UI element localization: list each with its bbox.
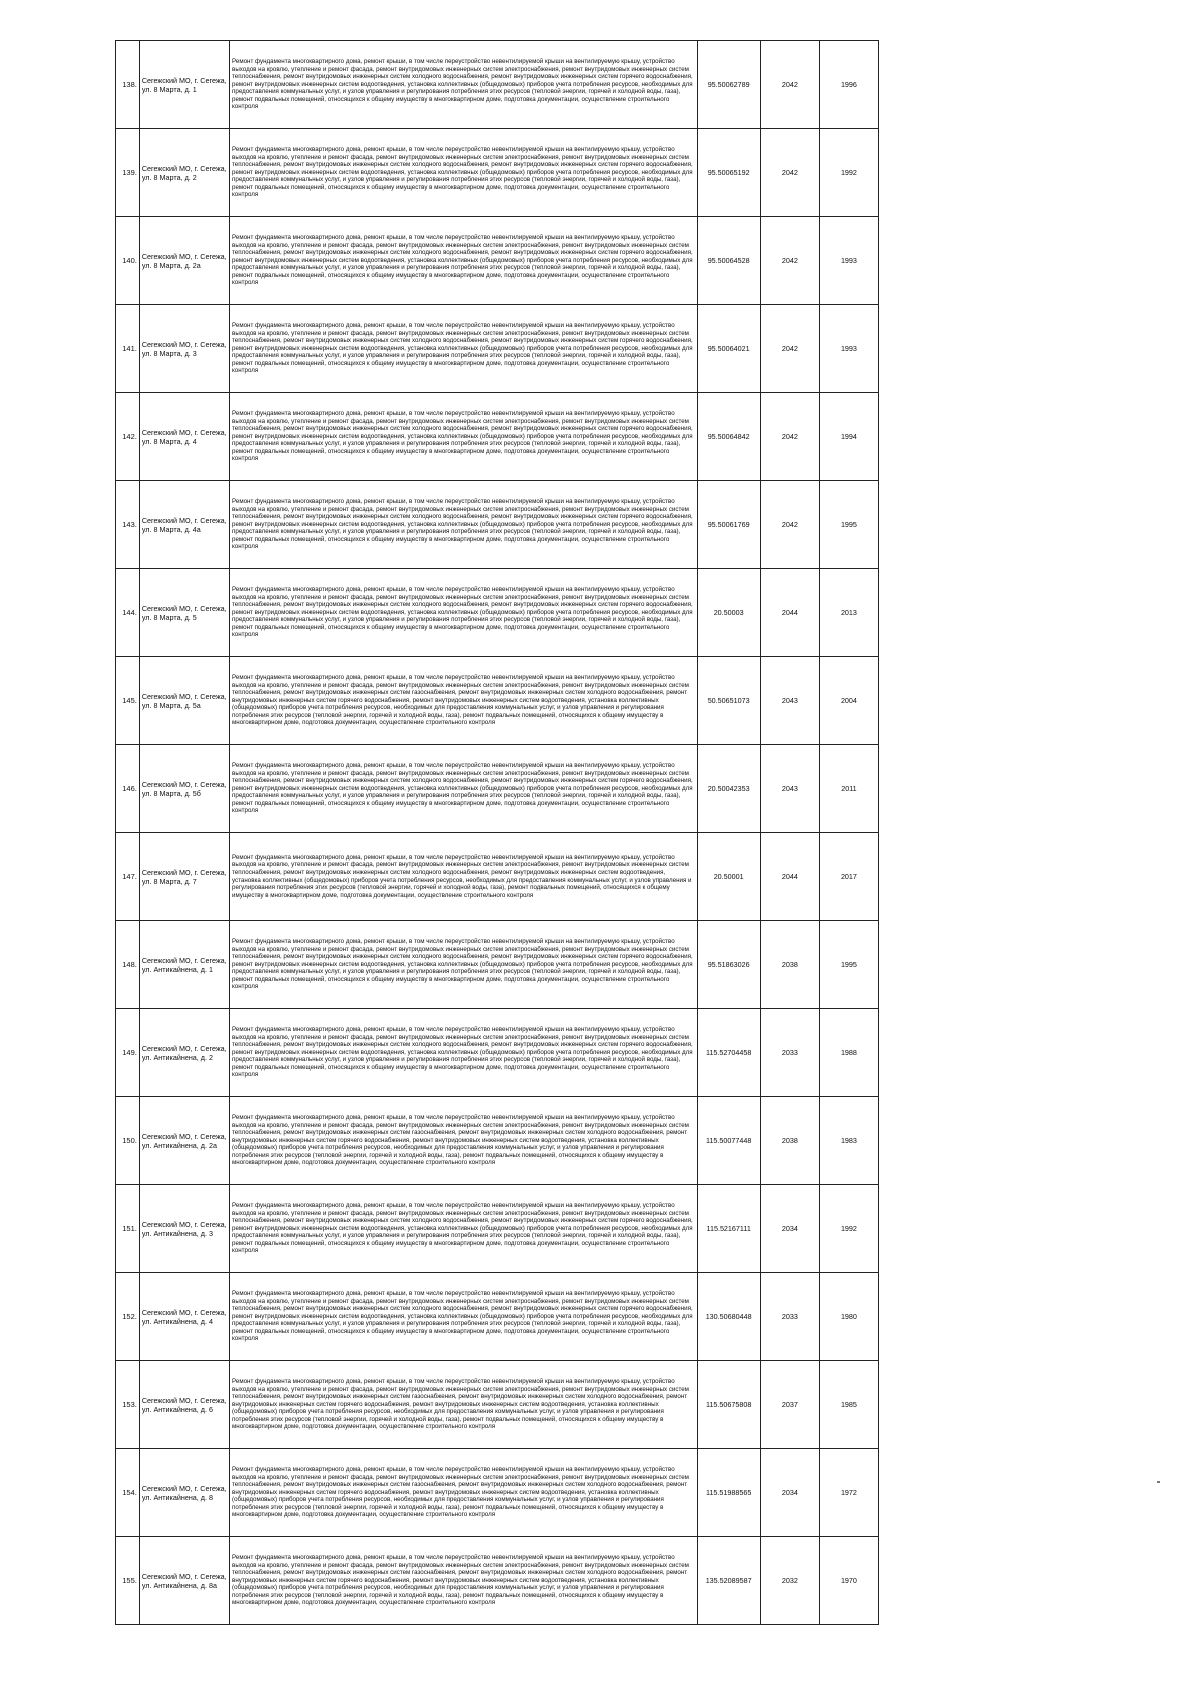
row-address: Сегежский МО, г. Сегежа, ул. Антикайнена, д. 8а — [139, 1537, 229, 1625]
table-row — [116, 393, 879, 481]
table-row — [116, 217, 879, 305]
row-address: Сегежский МО, г. Сегежа, ул. 8 Марта, д. 3 — [139, 305, 229, 393]
row-repair-year: 2032 — [760, 1537, 819, 1625]
row-built-year: 1970 — [819, 1537, 878, 1625]
row-works: Ремонт фундамента многоквартирного дома, ремонт крыши, в том числе переустройство невентилируемой крыши на вентилируемую крышу, устройство выходов на кровлю, утепление и ремонт фасада, ремонт внутридомовых инженерных систем электроснабжения, ремонт внутридомовых инженерных систем теплоснабжения, ремонт внутридомовых инженерных систем холодного водоснабжения, ремонт внутридомовых инженерных систем горячего водоснабжения, ремонт внутридомовых инженерных систем водоотведения, установка коллективных (общедомовых) приборов учета потребления ресурсов, необходимых для предоставления коммунальных услуг, и узлов управления и регулирования потребления этих ресурсов (тепловой энергии, горячей и холодной воды, газа), ремонт подвальных помещений, относящихся к общему имуществу в многоквартирном доме, подготовка документации, осуществление строительного контроля — [230, 305, 698, 393]
row-value: 95.51863026 — [697, 921, 760, 1009]
row-built-year: 1992 — [819, 1185, 878, 1273]
row-number: 141. — [116, 305, 140, 393]
row-value: 95.50064842 — [697, 393, 760, 481]
row-address: Сегежский МО, г. Сегежа, ул. 8 Марта, д. 7 — [139, 833, 229, 921]
row-repair-year: 2033 — [760, 1009, 819, 1097]
row-value: 50.50651073 — [697, 657, 760, 745]
row-works: Ремонт фундамента многоквартирного дома, ремонт крыши, в том числе переустройство невентилируемой крыши на вентилируемую крышу, устройство выходов на кровлю, утепление и ремонт фасада, ремонт внутридомовых инженерных систем электроснабжения, ремонт внутридомовых инженерных систем теплоснабжения, ремонт внутридомовых инженерных систем холодного водоснабжения, ремонт внутридомовых инженерных систем горячего водоснабжения, ремонт внутридомовых инженерных систем водоотведения, установка коллективных (общедомовых) приборов учета потребления ресурсов, необходимых для предоставления коммунальных услуг, и узлов управления и регулирования потребления этих ресурсов (тепловой энергии, горячей и холодной воды, газа), ремонт подвальных помещений, относящихся к общему имуществу в многоквартирном доме, подготовка документации, осуществление строительного контроля — [230, 1009, 698, 1097]
row-value: 115.50675808 — [697, 1361, 760, 1449]
table-row — [116, 1097, 879, 1185]
row-number: 152. — [116, 1273, 140, 1361]
row-built-year: 1992 — [819, 129, 878, 217]
row-value: 95.50064528 — [697, 217, 760, 305]
row-repair-year: 2042 — [760, 393, 819, 481]
row-address: Сегежский МО, г. Сегежа, ул. Антикайнена, д. 4 — [139, 1273, 229, 1361]
row-value: 115.52167111 — [697, 1185, 760, 1273]
row-value: 130.50680448 — [697, 1273, 760, 1361]
row-value: 20.50001 — [697, 833, 760, 921]
row-number: 154. — [116, 1449, 140, 1537]
row-repair-year: 2034 — [760, 1449, 819, 1537]
row-number: 150. — [116, 1097, 140, 1185]
row-address: Сегежский МО, г. Сегежа, ул. 8 Марта, д. 2а — [139, 217, 229, 305]
row-number: 146. — [116, 745, 140, 833]
row-works: Ремонт фундамента многоквартирного дома, ремонт крыши, в том числе переустройство невентилируемой крыши на вентилируемую крышу, устройство выходов на кровлю, утепление и ремонт фасада, ремонт внутридомовых инженерных систем электроснабжения, ремонт внутридомовых инженерных систем теплоснабжения, ремонт внутридомовых инженерных систем холодного водоснабжения, ремонт внутридомовых инженерных систем горячего водоснабжения, ремонт внутридомовых инженерных систем водоотведения, установка коллективных (общедомовых) приборов учета потребления ресурсов, необходимых для предоставления коммунальных услуг, и узлов управления и регулирования потребления этих ресурсов (тепловой энергии, горячей и холодной воды, газа), ремонт подвальных помещений, относящихся к общему имуществу в многоквартирном доме, подготовка документации, осуществление строительного контроля — [230, 569, 698, 657]
row-value: 20.50042353 — [697, 745, 760, 833]
row-address: Сегежский МО, г. Сегежа, ул. 8 Марта, д. 5а — [139, 657, 229, 745]
row-repair-year: 2044 — [760, 833, 819, 921]
table-row — [116, 1361, 879, 1449]
row-value: 115.50077448 — [697, 1097, 760, 1185]
row-works: Ремонт фундамента многоквартирного дома, ремонт крыши, в том числе переустройство невентилируемой крыши на вентилируемую крышу, устройство выходов на кровлю, утепление и ремонт фасада, ремонт внутридомовых инженерных систем электроснабжения, ремонт внутридомовых инженерных систем теплоснабжения, ремонт внутридомовых инженерных систем холодного водоснабжения, ремонт внутридомовых инженерных систем горячего водоснабжения, ремонт внутридомовых инженерных систем водоотведения, установка коллективных (общедомовых) приборов учета потребления ресурсов, необходимых для предоставления коммунальных услуг, и узлов управления и регулирования потребления этих ресурсов (тепловой энергии, горячей и холодной воды, газа), ремонт подвальных помещений, относящихся к общему имуществу в многоквартирном доме, подготовка документации, осуществление строительного контроля — [230, 481, 698, 569]
row-works: Ремонт фундамента многоквартирного дома, ремонт крыши, в том числе переустройство невентилируемой крыши на вентилируемую крышу, устройство выходов на кровлю, утепление и ремонт фасада, ремонт внутридомовых инженерных систем электроснабжения, ремонт внутридомовых инженерных систем теплоснабжения, ремонт внутридомовых инженерных систем холодного водоснабжения, ремонт внутридомовых инженерных систем горячего водоснабжения, ремонт внутридомовых инженерных систем водоотведения, установка коллективных (общедомовых) приборов учета потребления ресурсов, необходимых для предоставления коммунальных услуг, и узлов управления и регулирования потребления этих ресурсов (тепловой энергии, горячей и холодной воды, газа), ремонт подвальных помещений, относящихся к общему имуществу в многоквартирном доме, подготовка документации, осуществление строительного контроля — [230, 41, 698, 129]
table-body — [116, 41, 879, 1625]
row-built-year: 1996 — [819, 41, 878, 129]
row-built-year: 1988 — [819, 1009, 878, 1097]
row-address: Сегежский МО, г. Сегежа, ул. Антикайнена, д. 1 — [139, 921, 229, 1009]
row-address: Сегежский МО, г. Сегежа, ул. 8 Марта, д. 2 — [139, 129, 229, 217]
row-address: Сегежский МО, г. Сегежа, ул. Антикайнена, д. 2а — [139, 1097, 229, 1185]
row-works: Ремонт фундамента многоквартирного дома, ремонт крыши, в том числе переустройство невентилируемой крыши на вентилируемую крышу, устройство выходов на кровлю, утепление и ремонт фасада, ремонт внутридомовых инженерных систем электроснабжения, ремонт внутридомовых инженерных систем теплоснабжения, ремонт внутридомовых инженерных систем холодного водоснабжения, ремонт внутридомовых инженерных систем горячего водоснабжения, ремонт внутридомовых инженерных систем водоотведения, установка коллективных (общедомовых) приборов учета потребления ресурсов, необходимых для предоставления коммунальных услуг, и узлов управления и регулирования потребления этих ресурсов (тепловой энергии, горячей и холодной воды, газа), ремонт подвальных помещений, относящихся к общему имуществу в многоквартирном доме, подготовка документации, осуществление строительного контроля — [230, 1273, 698, 1361]
table-row — [116, 41, 879, 129]
scan-speck — [1157, 1481, 1160, 1483]
row-built-year: 1994 — [819, 393, 878, 481]
row-repair-year: 2037 — [760, 1361, 819, 1449]
row-value: 95.50065192 — [697, 129, 760, 217]
table-row — [116, 1273, 879, 1361]
row-address: Сегежский МО, г. Сегежа, ул. 8 Марта, д. 5б — [139, 745, 229, 833]
row-number: 138. — [116, 41, 140, 129]
capital-repair-table — [115, 40, 879, 1625]
table-row — [116, 1449, 879, 1537]
row-number: 142. — [116, 393, 140, 481]
row-repair-year: 2042 — [760, 41, 819, 129]
row-built-year: 2017 — [819, 833, 878, 921]
row-built-year: 1983 — [819, 1097, 878, 1185]
row-built-year: 1993 — [819, 305, 878, 393]
row-works: Ремонт фундамента многоквартирного дома, ремонт крыши, в том числе переустройство невентилируемой крыши на вентилируемую крышу, устройство выходов на кровлю, утепление и ремонт фасада, ремонт внутридомовых инженерных систем электроснабжения, ремонт внутридомовых инженерных систем теплоснабжения, ремонт внутридомовых инженерных систем газоснабжения, ремонт внутридомовых инженерных систем холодного водоснабжения, ремонт внутридомовых инженерных систем горячего водоснабжения, ремонт внутридомовых инженерных систем водоотведения, установка коллективных (общедомовых) приборов учета потребления ресурсов, необходимых для предоставления коммунальных услуг, и узлов управления и регулирования потребления этих ресурсов (тепловой энергии, горячей и холодной воды, газа), ремонт подвальных помещений, относящихся к общему имуществу в многоквартирном доме, подготовка документации, осуществление строительного контроля — [230, 1361, 698, 1449]
row-address: Сегежский МО, г. Сегежа, ул. Антикайнена, д. 6 — [139, 1361, 229, 1449]
row-address: Сегежский МО, г. Сегежа, ул. 8 Марта, д. 4а — [139, 481, 229, 569]
row-repair-year: 2042 — [760, 481, 819, 569]
row-works: Ремонт фундамента многоквартирного дома, ремонт крыши, в том числе переустройство невентилируемой крыши на вентилируемую крышу, устройство выходов на кровлю, утепление и ремонт фасада, ремонт внутридомовых инженерных систем электроснабжения, ремонт внутридомовых инженерных систем теплоснабжения, ремонт внутридомовых инженерных систем холодного водоснабжения, ремонт внутридомовых инженерных систем горячего водоснабжения, ремонт внутридомовых инженерных систем водоотведения, установка коллективных (общедомовых) приборов учета потребления ресурсов, необходимых для предоставления коммунальных услуг, и узлов управления и регулирования потребления этих ресурсов (тепловой энергии, горячей и холодной воды, газа), ремонт подвальных помещений, относящихся к общему имуществу в многоквартирном доме, подготовка документации, осуществление строительного контроля — [230, 129, 698, 217]
row-built-year: 1995 — [819, 481, 878, 569]
row-value: 95.50064021 — [697, 305, 760, 393]
row-works: Ремонт фундамента многоквартирного дома, ремонт крыши, в том числе переустройство невентилируемой крыши на вентилируемую крышу, устройство выходов на кровлю, утепление и ремонт фасада, ремонт внутридомовых инженерных систем электроснабжения, ремонт внутридомовых инженерных систем теплоснабжения, ремонт внутридомовых инженерных систем холодного водоснабжения, ремонт внутридомовых инженерных систем водоотведения, установка коллективных (общедомовых) приборов учета потребления ресурсов, необходимых для предоставления коммунальных услуг, и узлов управления и регулирования потребления этих ресурсов (тепловой энергии, горячей и холодной воды, газа), ремонт подвальных помещений, относящихся к общему имуществу в многоквартирном доме, подготовка документации, осуществление строительного контроля — [230, 833, 698, 921]
row-number: 139. — [116, 129, 140, 217]
row-number: 151. — [116, 1185, 140, 1273]
table-row — [116, 1537, 879, 1625]
row-works: Ремонт фундамента многоквартирного дома, ремонт крыши, в том числе переустройство невентилируемой крыши на вентилируемую крышу, устройство выходов на кровлю, утепление и ремонт фасада, ремонт внутридомовых инженерных систем электроснабжения, ремонт внутридомовых инженерных систем теплоснабжения, ремонт внутридомовых инженерных систем газоснабжения, ремонт внутридомовых инженерных систем холодного водоснабжения, ремонт внутридомовых инженерных систем горячего водоснабжения, ремонт внутридомовых инженерных систем водоотведения, установка коллективных (общедомовых) приборов учета потребления ресурсов, необходимых для предоставления коммунальных услуг, и узлов управления и регулирования потребления этих ресурсов (тепловой энергии, горячей и холодной воды, газа), ремонт подвальных помещений, относящихся к общему имуществу в многоквартирном доме, подготовка документации, осуществление строительного контроля — [230, 1449, 698, 1537]
row-address: Сегежский МО, г. Сегежа, ул. 8 Марта, д. 4 — [139, 393, 229, 481]
row-works: Ремонт фундамента многоквартирного дома, ремонт крыши, в том числе переустройство невентилируемой крыши на вентилируемую крышу, устройство выходов на кровлю, утепление и ремонт фасада, ремонт внутридомовых инженерных систем электроснабжения, ремонт внутридомовых инженерных систем теплоснабжения, ремонт внутридомовых инженерных систем холодного водоснабжения, ремонт внутридомовых инженерных систем горячего водоснабжения, ремонт внутридомовых инженерных систем водоотведения, установка коллективных (общедомовых) приборов учета потребления ресурсов, необходимых для предоставления коммунальных услуг, и узлов управления и регулирования потребления этих ресурсов (тепловой энергии, горячей и холодной воды, газа), ремонт подвальных помещений, относящихся к общему имуществу в многоквартирном доме, подготовка документации, осуществление строительного контроля — [230, 393, 698, 481]
row-works: Ремонт фундамента многоквартирного дома, ремонт крыши, в том числе переустройство невентилируемой крыши на вентилируемую крышу, устройство выходов на кровлю, утепление и ремонт фасада, ремонт внутридомовых инженерных систем электроснабжения, ремонт внутридомовых инженерных систем теплоснабжения, ремонт внутридомовых инженерных систем холодного водоснабжения, ремонт внутридомовых инженерных систем горячего водоснабжения, ремонт внутридомовых инженерных систем водоотведения, установка коллективных (общедомовых) приборов учета потребления ресурсов, необходимых для предоставления коммунальных услуг, и узлов управления и регулирования потребления этих ресурсов (тепловой энергии, горячей и холодной воды, газа), ремонт подвальных помещений, относящихся к общему имуществу в многоквартирном доме, подготовка документации, осуществление строительного контроля — [230, 1185, 698, 1273]
row-repair-year: 2044 — [760, 569, 819, 657]
row-works: Ремонт фундамента многоквартирного дома, ремонт крыши, в том числе переустройство невентилируемой крыши на вентилируемую крышу, устройство выходов на кровлю, утепление и ремонт фасада, ремонт внутридомовых инженерных систем электроснабжения, ремонт внутридомовых инженерных систем теплоснабжения, ремонт внутридомовых инженерных систем газоснабжения, ремонт внутридомовых инженерных систем холодного водоснабжения, ремонт внутридомовых инженерных систем горячего водоснабжения, ремонт внутридомовых инженерных систем водоотведения, установка коллективных (общедомовых) приборов учета потребления ресурсов, необходимых для предоставления коммунальных услуг, и узлов управления и регулирования потребления этих ресурсов (тепловой энергии, горячей и холодной воды, газа), ремонт подвальных помещений, относящихся к общему имуществу в многоквартирном доме, подготовка документации, осуществление строительного контроля — [230, 1097, 698, 1185]
row-value: 135.52089587 — [697, 1537, 760, 1625]
row-built-year: 1980 — [819, 1273, 878, 1361]
row-works: Ремонт фундамента многоквартирного дома, ремонт крыши, в том числе переустройство невентилируемой крыши на вентилируемую крышу, устройство выходов на кровлю, утепление и ремонт фасада, ремонт внутридомовых инженерных систем электроснабжения, ремонт внутридомовых инженерных систем теплоснабжения, ремонт внутридомовых инженерных систем газоснабжения, ремонт внутридомовых инженерных систем холодного водоснабжения, ремонт внутридомовых инженерных систем горячего водоснабжения, ремонт внутридомовых инженерных систем водоотведения, установка коллективных (общедомовых) приборов учета потребления ресурсов, необходимых для предоставления коммунальных услуг, и узлов управления и регулирования потребления этих ресурсов (тепловой энергии, горячей и холодной воды, газа), ремонт подвальных помещений, относящихся к общему имуществу в многоквартирном доме, подготовка документации, осуществление строительного контроля — [230, 657, 698, 745]
row-works: Ремонт фундамента многоквартирного дома, ремонт крыши, в том числе переустройство невентилируемой крыши на вентилируемую крышу, устройство выходов на кровлю, утепление и ремонт фасада, ремонт внутридомовых инженерных систем электроснабжения, ремонт внутридомовых инженерных систем теплоснабжения, ремонт внутридомовых инженерных систем холодного водоснабжения, ремонт внутридомовых инженерных систем горячего водоснабжения, ремонт внутридомовых инженерных систем водоотведения, установка коллективных (общедомовых) приборов учета потребления ресурсов, необходимых для предоставления коммунальных услуг, и узлов управления и регулирования потребления этих ресурсов (тепловой энергии, горячей и холодной воды, газа), ремонт подвальных помещений, относящихся к общему имуществу в многоквартирном доме, подготовка документации, осуществление строительного контроля — [230, 745, 698, 833]
table-row — [116, 745, 879, 833]
row-repair-year: 2042 — [760, 305, 819, 393]
table-row — [116, 1185, 879, 1273]
table-row — [116, 569, 879, 657]
table-row — [116, 657, 879, 745]
row-works: Ремонт фундамента многоквартирного дома, ремонт крыши, в том числе переустройство невентилируемой крыши на вентилируемую крышу, устройство выходов на кровлю, утепление и ремонт фасада, ремонт внутридомовых инженерных систем электроснабжения, ремонт внутридомовых инженерных систем теплоснабжения, ремонт внутридомовых инженерных систем холодного водоснабжения, ремонт внутридомовых инженерных систем горячего водоснабжения, ремонт внутридомовых инженерных систем водоотведения, установка коллективных (общедомовых) приборов учета потребления ресурсов, необходимых для предоставления коммунальных услуг, и узлов управления и регулирования потребления этих ресурсов (тепловой энергии, горячей и холодной воды, газа), ремонт подвальных помещений, относящихся к общему имуществу в многоквартирном доме, подготовка документации, осуществление строительного контроля — [230, 921, 698, 1009]
row-built-year: 1993 — [819, 217, 878, 305]
row-repair-year: 2043 — [760, 745, 819, 833]
row-address: Сегежский МО, г. Сегежа, ул. Антикайнена, д. 2 — [139, 1009, 229, 1097]
row-built-year: 2011 — [819, 745, 878, 833]
row-built-year: 1985 — [819, 1361, 878, 1449]
row-number: 143. — [116, 481, 140, 569]
row-value: 20.50003 — [697, 569, 760, 657]
row-address: Сегежский МО, г. Сегежа, ул. Антикайнена, д. 3 — [139, 1185, 229, 1273]
row-address: Сегежский МО, г. Сегежа, ул. 8 Марта, д. 5 — [139, 569, 229, 657]
table-row — [116, 1009, 879, 1097]
row-repair-year: 2042 — [760, 129, 819, 217]
row-number: 145. — [116, 657, 140, 745]
row-repair-year: 2033 — [760, 1273, 819, 1361]
document-page — [115, 40, 879, 1625]
table-row — [116, 305, 879, 393]
row-works: Ремонт фундамента многоквартирного дома, ремонт крыши, в том числе переустройство невентилируемой крыши на вентилируемую крышу, устройство выходов на кровлю, утепление и ремонт фасада, ремонт внутридомовых инженерных систем электроснабжения, ремонт внутридомовых инженерных систем теплоснабжения, ремонт внутридомовых инженерных систем газоснабжения, ремонт внутридомовых инженерных систем холодного водоснабжения, ремонт внутридомовых инженерных систем горячего водоснабжения, ремонт внутридомовых инженерных систем водоотведения, установка коллективных (общедомовых) приборов учета потребления ресурсов, необходимых для предоставления коммунальных услуг, и узлов управления и регулирования потребления этих ресурсов (тепловой энергии, горячей и холодной воды, газа), ремонт подвальных помещений, относящихся к общему имуществу в многоквартирном доме, подготовка документации, осуществление строительного контроля — [230, 1537, 698, 1625]
row-built-year: 1995 — [819, 921, 878, 1009]
row-number: 149. — [116, 1009, 140, 1097]
row-works: Ремонт фундамента многоквартирного дома, ремонт крыши, в том числе переустройство невентилируемой крыши на вентилируемую крышу, устройство выходов на кровлю, утепление и ремонт фасада, ремонт внутридомовых инженерных систем электроснабжения, ремонт внутридомовых инженерных систем теплоснабжения, ремонт внутридомовых инженерных систем холодного водоснабжения, ремонт внутридомовых инженерных систем горячего водоснабжения, ремонт внутридомовых инженерных систем водоотведения, установка коллективных (общедомовых) приборов учета потребления ресурсов, необходимых для предоставления коммунальных услуг, и узлов управления и регулирования потребления этих ресурсов (тепловой энергии, горячей и холодной воды, газа), ремонт подвальных помещений, относящихся к общему имуществу в многоквартирном доме, подготовка документации, осуществление строительного контроля — [230, 217, 698, 305]
row-built-year: 2004 — [819, 657, 878, 745]
row-value: 95.50061769 — [697, 481, 760, 569]
row-value: 115.51988565 — [697, 1449, 760, 1537]
row-value: 95.50062789 — [697, 41, 760, 129]
row-number: 140. — [116, 217, 140, 305]
row-built-year: 1972 — [819, 1449, 878, 1537]
table-row — [116, 481, 879, 569]
row-number: 155. — [116, 1537, 140, 1625]
row-address: Сегежский МО, г. Сегежа, ул. 8 Марта, д. 1 — [139, 41, 229, 129]
row-built-year: 2013 — [819, 569, 878, 657]
row-number: 148. — [116, 921, 140, 1009]
row-repair-year: 2042 — [760, 217, 819, 305]
table-row — [116, 921, 879, 1009]
table-row — [116, 833, 879, 921]
row-value: 115.52704458 — [697, 1009, 760, 1097]
row-repair-year: 2038 — [760, 1097, 819, 1185]
row-repair-year: 2034 — [760, 1185, 819, 1273]
table-row — [116, 129, 879, 217]
row-address: Сегежский МО, г. Сегежа, ул. Антикайнена, д. 8 — [139, 1449, 229, 1537]
row-repair-year: 2038 — [760, 921, 819, 1009]
row-number: 147. — [116, 833, 140, 921]
row-number: 153. — [116, 1361, 140, 1449]
row-repair-year: 2043 — [760, 657, 819, 745]
row-number: 144. — [116, 569, 140, 657]
